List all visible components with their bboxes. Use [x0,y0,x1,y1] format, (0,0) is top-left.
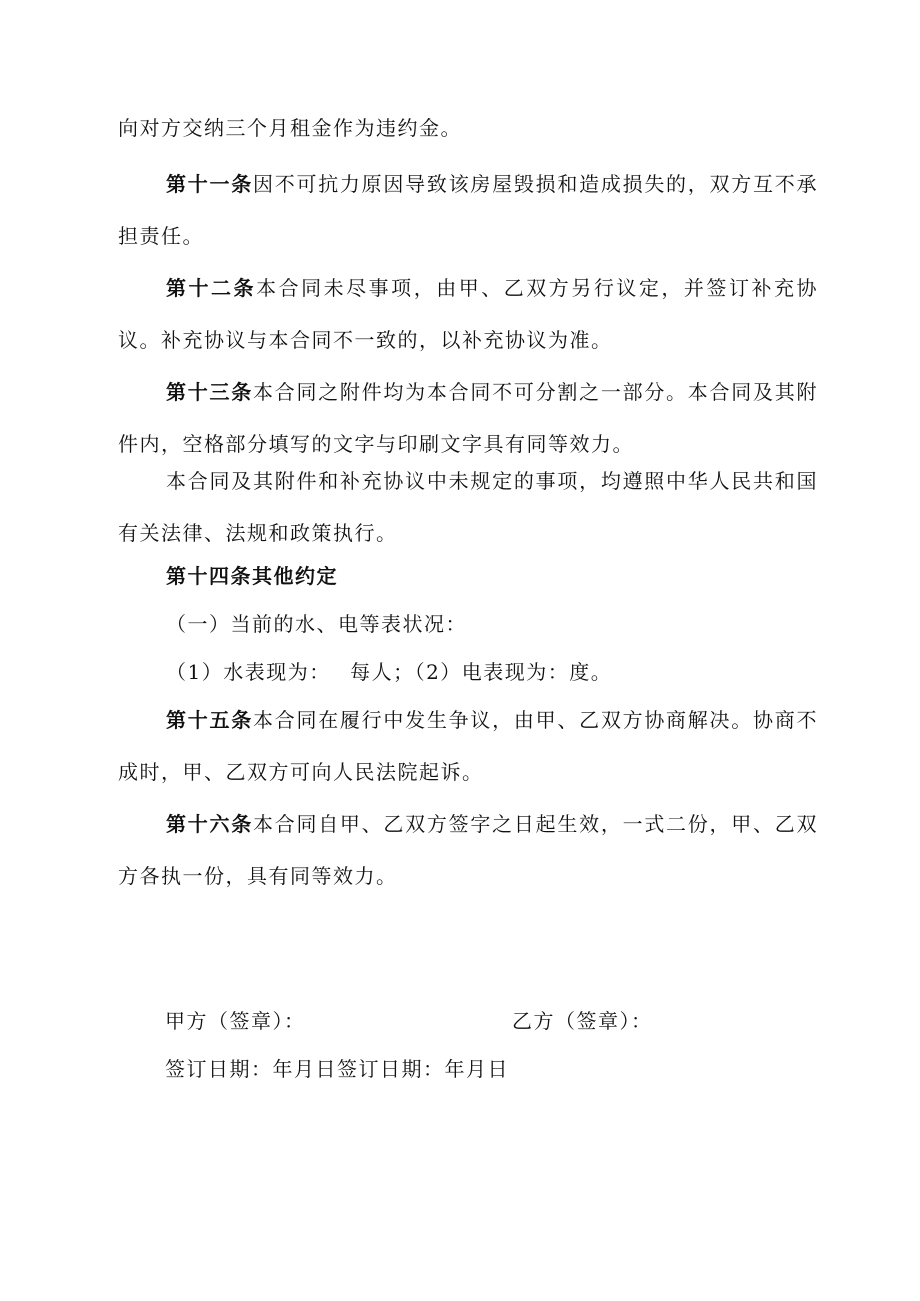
article-13-text: 本合同之附件均为本合同不可分割之一部分。本合同及其附件内，空格部分填写的文字与印刷文字具有同等效力。 [118,380,819,456]
article-16-text: 本合同自甲、乙双方签字之日起生效，一式二份，甲、乙双方各执一份，具有同等效力。 [118,812,819,888]
continuation-text: 向对方交纳三个月租金作为违约金。 [118,116,462,140]
article-15 [118,694,818,798]
article-15-text: 本合同在履行中发生争议，由甲、乙双方协商解决。协商不成时，甲、乙双方可向人民法院起诉。 [118,708,819,784]
article-16-label: 第十六条 [166,812,253,836]
signing-dates: 签订日期：年月日签订日期：年月日 [165,1057,509,1081]
article-11-text: 因不可抗力原因导致该房屋毁损和造成损失的，双方互不承担责任。 [118,172,819,248]
article-12-text: 本合同未尽事项，由甲、乙双方另行议定，并签订补充协议。补充协议与本合同不一致的，以补充协议为准。 [118,276,819,352]
article-14-item-1: （一）当前的水、电等表状况： [166,612,467,636]
article-14-title [118,550,818,602]
article-12-label: 第十二条 [166,276,257,300]
article-15-label: 第十五条 [166,708,253,732]
party-a-signature: 甲方（签章）： [165,1009,306,1033]
article-12 [118,262,818,366]
article-14-label: 第十四条其他约定 [166,564,338,588]
article-16 [118,798,818,902]
article-13-label: 第十三条 [166,380,253,404]
article-14-item-1-detail: （1）水表现为： 每人；（2）电表现为：度。 [166,660,613,684]
article-11 [118,158,818,262]
party-b-signature: 乙方（签章）： [512,1009,653,1033]
general-clause: 本合同及其附件和补充协议中未规定的事项，均遵照中华人民共和国有关法律、法规和政策执行。 [118,469,818,545]
article-11-label: 第十一条 [166,172,253,196]
